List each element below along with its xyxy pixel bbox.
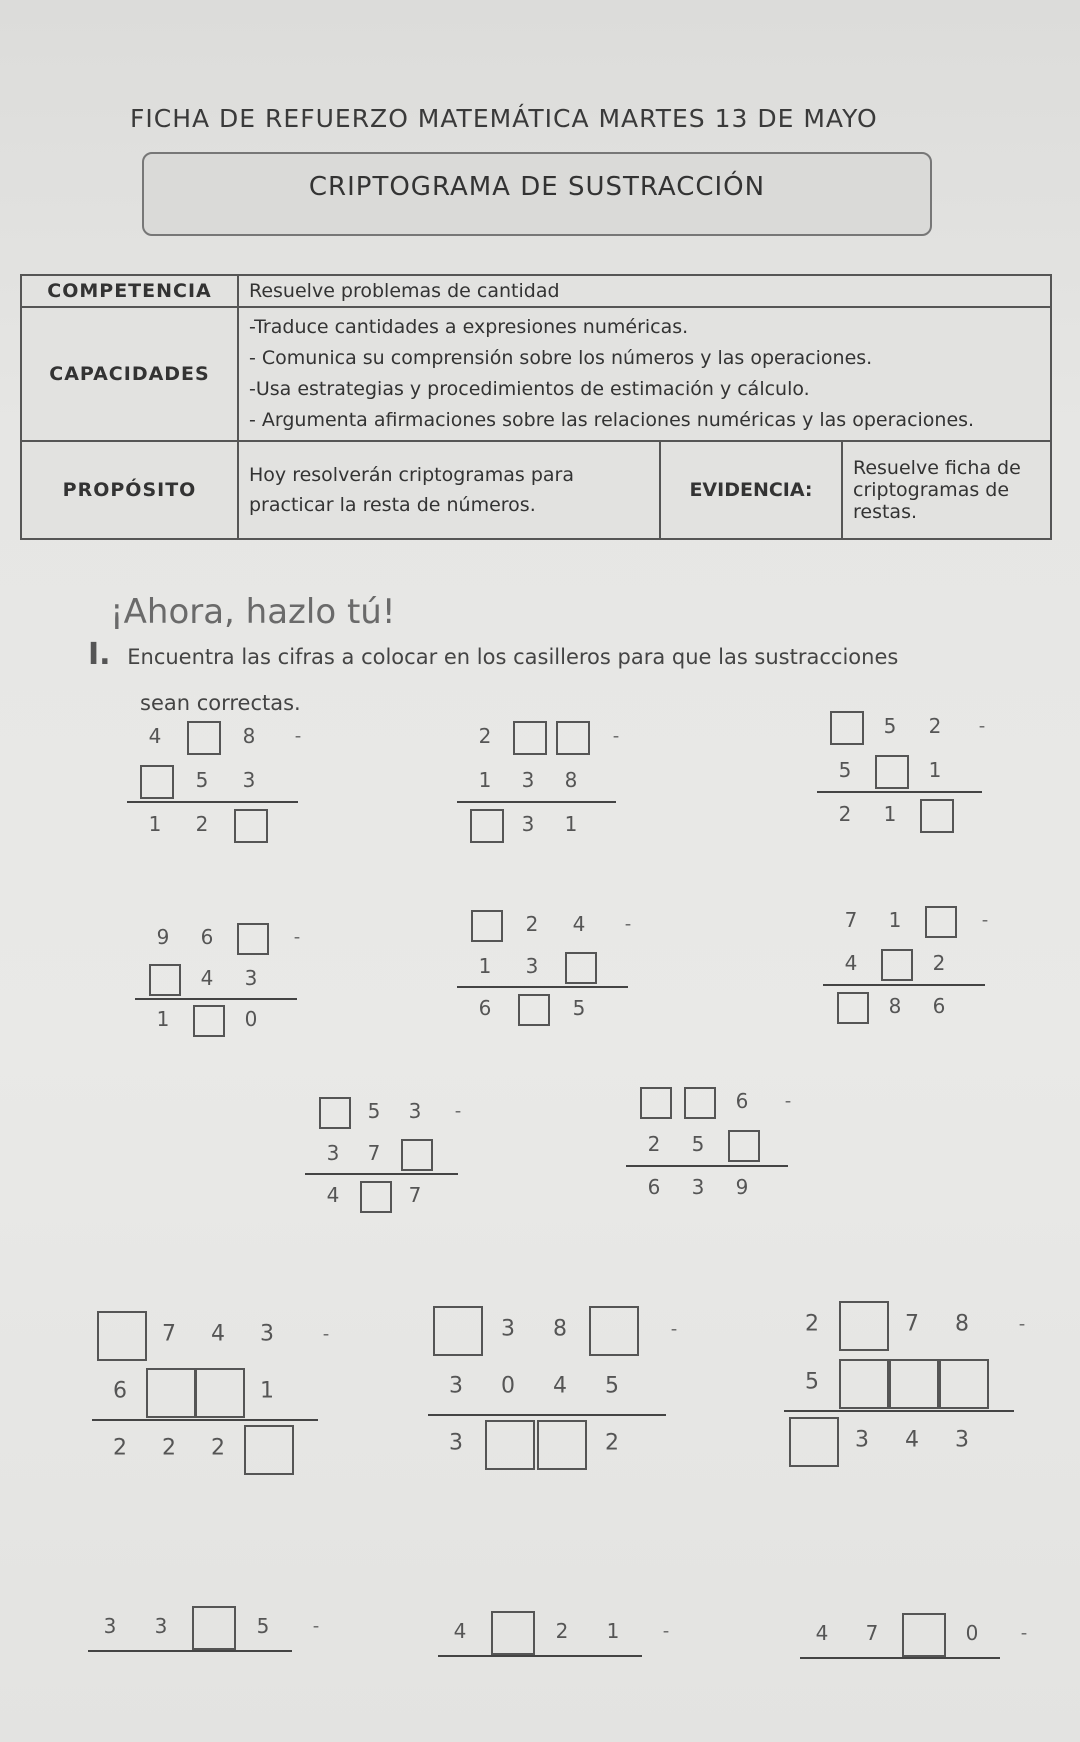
capacidades-list [238, 307, 1051, 441]
answer-box[interactable] [193, 1005, 225, 1037]
page-title: FICHA DE REFUERZO MATEMÁTICA MARTES 13 DE MAYO [130, 104, 878, 133]
digit: 4 [453, 1619, 467, 1643]
digit: 2 [605, 1430, 619, 1456]
digit: 2 [805, 1311, 819, 1337]
answer-box[interactable] [839, 1301, 889, 1351]
digit: 5 [883, 714, 897, 738]
digit: 5 [572, 996, 586, 1020]
digit: 3 [449, 1430, 463, 1456]
section-heading: ¡Ahora, hazlo tú! [110, 592, 396, 632]
answer-box[interactable] [192, 1606, 236, 1650]
minus-sign: - [670, 1318, 678, 1340]
digit: 4 [572, 912, 586, 936]
digit: 2 [211, 1435, 225, 1461]
subtitle-box [142, 152, 932, 236]
digit: 8 [564, 768, 578, 792]
answer-box[interactable] [830, 711, 864, 745]
proposito-line: practicar la resta de números. [249, 494, 536, 516]
digit: 3 [242, 768, 256, 792]
digit: 4 [905, 1427, 919, 1453]
digit: 0 [501, 1373, 515, 1399]
result-line [817, 791, 982, 793]
answer-box[interactable] [920, 799, 954, 833]
digit: 7 [367, 1141, 381, 1165]
proposito-value [238, 441, 660, 539]
capacidad-item: - Comunica su comprensión sobre los números y las operaciones. [249, 347, 873, 369]
digit: 8 [553, 1316, 567, 1342]
answer-box[interactable] [518, 994, 550, 1026]
capacidad-item: -Traduce cantidades a expresiones numéricas. [249, 316, 689, 338]
section-number: I. [88, 637, 111, 672]
answer-box[interactable] [889, 1359, 939, 1409]
capacidad-item: - Argumenta afirmaciones sobre las relaciones numéricas y las operaciones. [249, 409, 975, 431]
minus-sign: - [1018, 1313, 1026, 1335]
result-line [457, 801, 616, 803]
evidencia-line: criptogramas de [853, 479, 1010, 501]
digit: 3 [449, 1373, 463, 1399]
proposito-row [21, 441, 1051, 539]
result-line [135, 998, 297, 1000]
result-line [127, 801, 298, 803]
digit: 1 [260, 1378, 274, 1404]
answer-box[interactable] [97, 1311, 147, 1361]
answer-box[interactable] [470, 809, 504, 843]
competencia-value: Resuelve problemas de cantidad [238, 275, 1051, 307]
digit: 5 [805, 1369, 819, 1395]
proposito-line: Hoy resolverán criptogramas para [249, 464, 574, 486]
competencia-row [21, 275, 1051, 307]
digit: 3 [691, 1175, 705, 1199]
digit: 2 [113, 1435, 127, 1461]
evidencia-value [842, 441, 1051, 539]
digit: 7 [844, 908, 858, 932]
digit: 9 [156, 925, 170, 949]
answer-box[interactable] [319, 1097, 351, 1129]
digit: 3 [525, 954, 539, 978]
digit: 7 [162, 1321, 176, 1347]
digit: 5 [367, 1099, 381, 1123]
digit: 0 [244, 1007, 258, 1031]
digit: 7 [865, 1621, 879, 1645]
result-line [626, 1165, 788, 1167]
digit: 2 [928, 714, 942, 738]
result-line [428, 1414, 666, 1416]
digit: 8 [242, 724, 256, 748]
answer-box[interactable] [839, 1359, 889, 1409]
digit: 6 [647, 1175, 661, 1199]
digit: 5 [605, 1373, 619, 1399]
digit: 2 [647, 1132, 661, 1156]
answer-box[interactable] [140, 765, 174, 799]
digit: 1 [888, 908, 902, 932]
digit: 4 [326, 1183, 340, 1207]
answer-box[interactable] [360, 1181, 392, 1213]
digit: 2 [525, 912, 539, 936]
digit: 3 [521, 768, 535, 792]
answer-box[interactable] [537, 1420, 587, 1470]
result-line [305, 1173, 458, 1175]
answer-box[interactable] [728, 1130, 760, 1162]
result-line [800, 1657, 1000, 1659]
minus-sign: - [784, 1090, 792, 1112]
digit: 3 [521, 812, 535, 836]
digit: 4 [553, 1373, 567, 1399]
answer-box[interactable] [565, 952, 597, 984]
answer-box[interactable] [195, 1368, 245, 1418]
capacidad-item: -Usa estrategias y procedimientos de estimación y cálculo. [249, 378, 810, 400]
answer-box[interactable] [837, 992, 869, 1024]
answer-box[interactable] [513, 721, 547, 755]
minus-sign: - [294, 725, 302, 747]
answer-box[interactable] [244, 1425, 294, 1475]
digit: 2 [555, 1619, 569, 1643]
minus-sign: - [293, 926, 301, 948]
instruction-text [88, 632, 1008, 726]
digit: 9 [735, 1175, 749, 1199]
digit: 2 [478, 724, 492, 748]
answer-box[interactable] [925, 906, 957, 938]
digit: 1 [478, 768, 492, 792]
answer-box[interactable] [237, 923, 269, 955]
digit: 1 [148, 812, 162, 836]
answer-box[interactable] [433, 1306, 483, 1356]
page-subtitle: CRIPTOGRAMA DE SUSTRACCIÓN [308, 172, 766, 202]
digit: 3 [260, 1321, 274, 1347]
answer-box[interactable] [589, 1306, 639, 1356]
digit: 1 [156, 1007, 170, 1031]
answer-box[interactable] [149, 964, 181, 996]
digit: 1 [883, 802, 897, 826]
digit: 6 [932, 994, 946, 1018]
digit: 2 [838, 802, 852, 826]
digit: 3 [408, 1099, 422, 1123]
digit: 4 [844, 951, 858, 975]
result-line [823, 984, 985, 986]
answer-box[interactable] [485, 1420, 535, 1470]
digit: 5 [838, 758, 852, 782]
digit: 4 [200, 966, 214, 990]
digit: 5 [195, 768, 209, 792]
minus-sign: - [981, 909, 989, 931]
digit: 5 [691, 1132, 705, 1156]
digit: 4 [148, 724, 162, 748]
result-line [88, 1650, 292, 1652]
answer-box[interactable] [187, 721, 221, 755]
minus-sign: - [662, 1620, 670, 1642]
answer-box[interactable] [684, 1087, 716, 1119]
answer-box[interactable] [471, 910, 503, 942]
digit: 3 [326, 1141, 340, 1165]
evidencia-line: Resuelve ficha de [853, 457, 1021, 479]
answer-box[interactable] [875, 755, 909, 789]
instruction-line: sean correctas. [140, 691, 301, 715]
result-line [457, 986, 628, 988]
answer-box[interactable] [789, 1417, 839, 1467]
digit: 5 [256, 1614, 270, 1638]
capacidades-label: CAPACIDADES [21, 307, 238, 441]
answer-box[interactable] [640, 1087, 672, 1119]
answer-box[interactable] [556, 721, 590, 755]
digit: 3 [855, 1427, 869, 1453]
minus-sign: - [612, 725, 620, 747]
proposito-label: PROPÓSITO [21, 441, 238, 539]
answer-box[interactable] [939, 1359, 989, 1409]
minus-sign: - [1020, 1622, 1028, 1644]
result-line [784, 1410, 1014, 1412]
answer-box[interactable] [146, 1368, 196, 1418]
digit: 3 [501, 1316, 515, 1342]
digit: 4 [815, 1621, 829, 1645]
digit: 1 [928, 758, 942, 782]
capacidades-row [21, 307, 1051, 441]
minus-sign: - [322, 1323, 330, 1345]
result-line [92, 1419, 318, 1421]
digit: 8 [955, 1311, 969, 1337]
digit: 6 [113, 1378, 127, 1404]
digit: 1 [564, 812, 578, 836]
answer-box[interactable] [881, 949, 913, 981]
digit: 4 [211, 1321, 225, 1347]
evidencia-line: restas. [853, 501, 918, 523]
digit: 0 [965, 1621, 979, 1645]
digit: 7 [408, 1183, 422, 1207]
digit: 2 [162, 1435, 176, 1461]
digit: 2 [932, 951, 946, 975]
digit: 6 [478, 996, 492, 1020]
minus-sign: - [312, 1615, 320, 1637]
digit: 8 [888, 994, 902, 1018]
answer-box[interactable] [902, 1613, 946, 1657]
digit: 6 [200, 925, 214, 949]
result-line [438, 1655, 642, 1657]
answer-box[interactable] [491, 1611, 535, 1655]
digit: 2 [195, 812, 209, 836]
digit: 3 [955, 1427, 969, 1453]
digit: 7 [905, 1311, 919, 1337]
evidencia-label: EVIDENCIA: [660, 441, 842, 539]
info-table [20, 274, 1052, 540]
digit: 3 [103, 1614, 117, 1638]
answer-box[interactable] [401, 1139, 433, 1171]
digit: 6 [735, 1089, 749, 1113]
minus-sign: - [978, 715, 986, 737]
digit: 1 [606, 1619, 620, 1643]
minus-sign: - [454, 1100, 462, 1122]
minus-sign: - [624, 913, 632, 935]
competencia-label: COMPETENCIA [21, 275, 238, 307]
digit: 1 [478, 954, 492, 978]
digit: 3 [154, 1614, 168, 1638]
digit: 3 [244, 966, 258, 990]
instruction-line: Encuentra las cifras a colocar en los casilleros para que las sustracciones [127, 645, 899, 669]
answer-box[interactable] [234, 809, 268, 843]
